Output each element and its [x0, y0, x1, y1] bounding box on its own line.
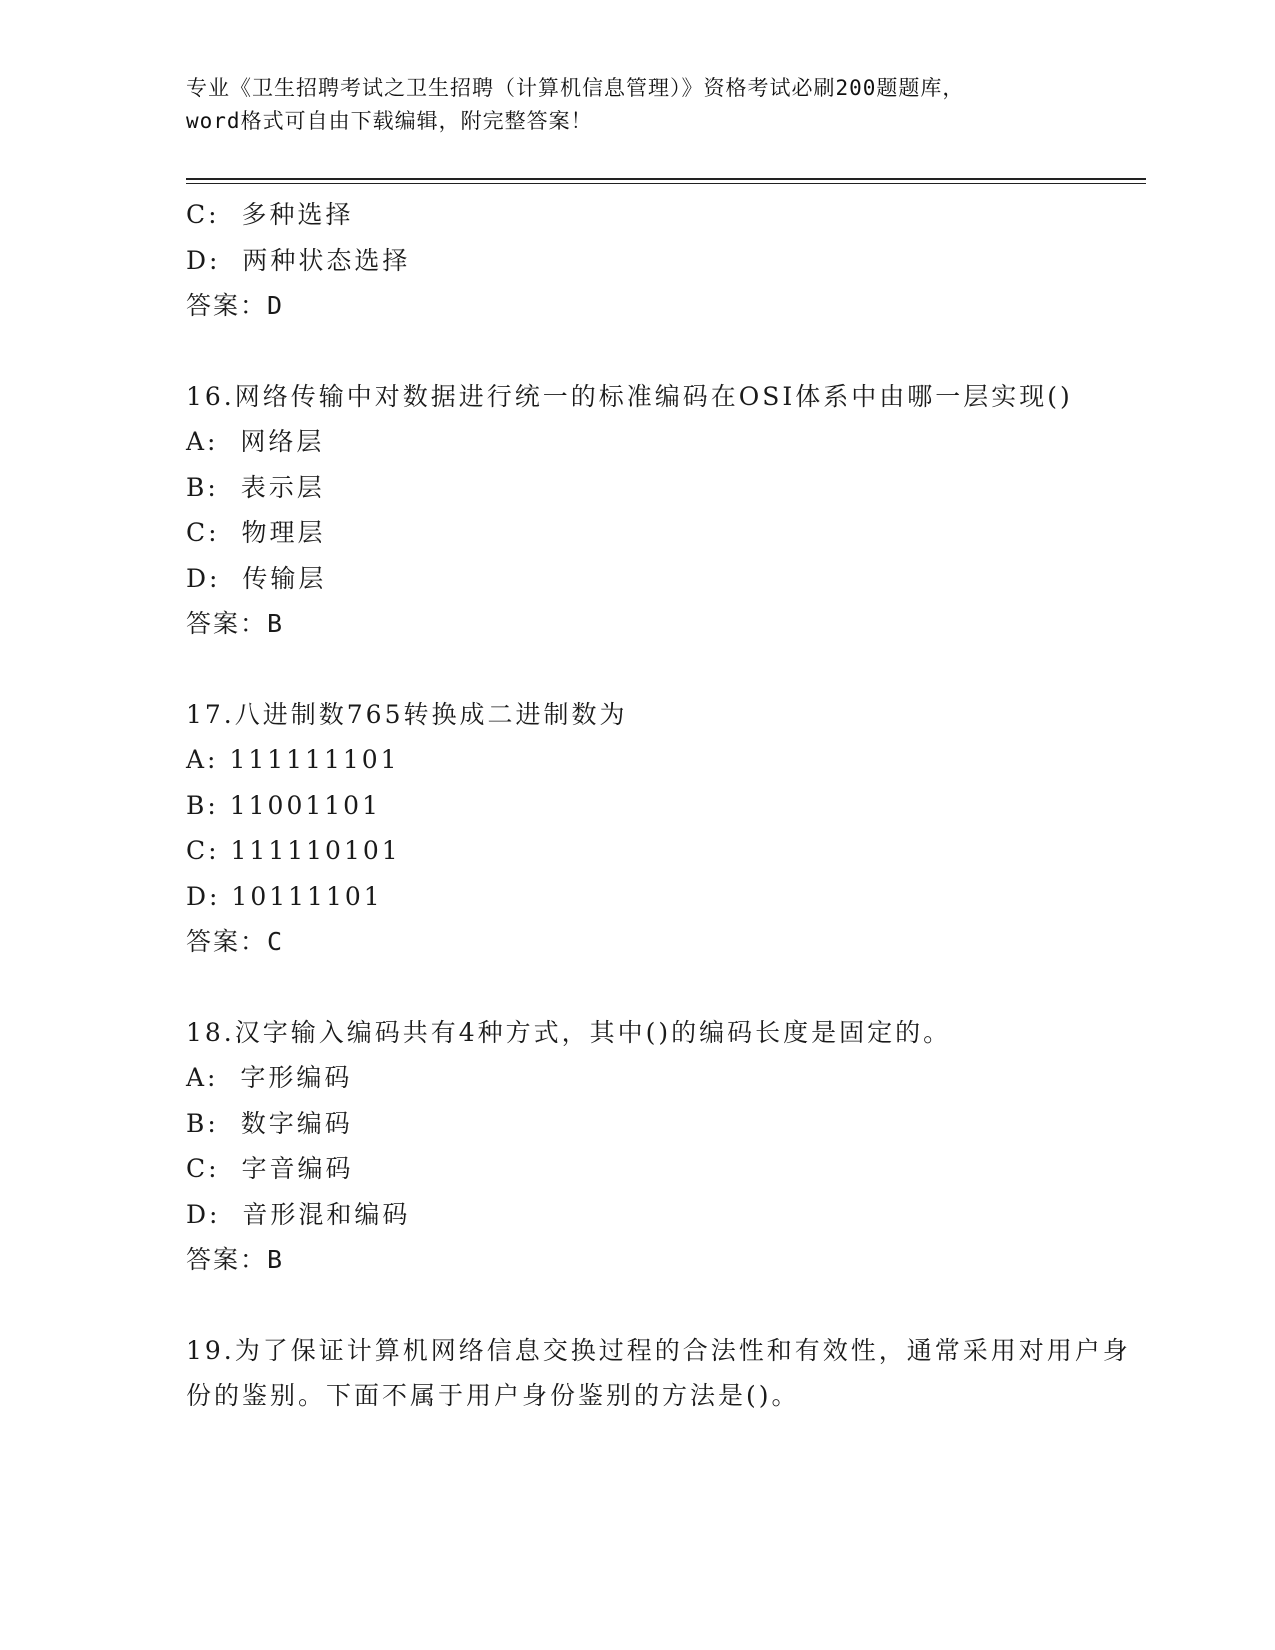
option-b: B: 表示层 [186, 472, 325, 502]
option-a: A: 字形编码 [186, 1063, 353, 1092]
question-text: 16.网络传输中对数据进行统一的标准编码在OSI体系中由哪一层实现() [186, 381, 1073, 411]
answer-line: 答案：C [186, 927, 285, 956]
question-text: 18.汉字输入编码共有4种方式，其中()的编码长度是固定的。 [186, 1017, 952, 1047]
header-title-line-1: 专业《卫生招聘考试之卫生招聘（计算机信息管理）》资格考试必刷200题题库， [186, 76, 965, 100]
option-c: C: 111110101 [186, 836, 401, 865]
header-divider [186, 178, 1146, 184]
question-19 [186, 1328, 1146, 1419]
answer-line: 答案：B [186, 609, 285, 638]
question-text: 19.为了保证计算机网络信息交换过程的合法性和有效性，通常采用对用户身份的鉴别。下面不属于用户身份鉴别的方法是()。 [186, 1335, 1131, 1410]
option-d: D: 10111101 [186, 881, 383, 911]
option-c: C: 多种选择 [186, 200, 354, 229]
option-a: A: 111111101 [186, 745, 400, 774]
previous-question-tail [186, 192, 1146, 329]
option-c: C: 字音编码 [186, 1154, 354, 1183]
header-title-line-2: word格式可自由下载编辑，附完整答案！ [186, 109, 593, 133]
question-17 [186, 692, 1146, 965]
question-list [186, 192, 1146, 1419]
document-header [186, 72, 1146, 138]
answer-line: 答案：D [186, 291, 285, 320]
option-d: D: 传输层 [186, 563, 327, 593]
option-d: D: 两种状态选择 [186, 245, 411, 275]
question-16 [186, 374, 1146, 647]
option-b: B: 数字编码 [186, 1108, 353, 1138]
option-c: C: 物理层 [186, 518, 326, 547]
question-18 [186, 1010, 1146, 1283]
document-page [186, 72, 1146, 1419]
option-a: A: 网络层 [186, 427, 325, 456]
question-text: 17.八进制数765转换成二进制数为 [186, 699, 628, 729]
answer-line: 答案：B [186, 1245, 285, 1274]
option-d: D: 音形混和编码 [186, 1199, 411, 1229]
option-b: B: 11001101 [186, 790, 381, 820]
